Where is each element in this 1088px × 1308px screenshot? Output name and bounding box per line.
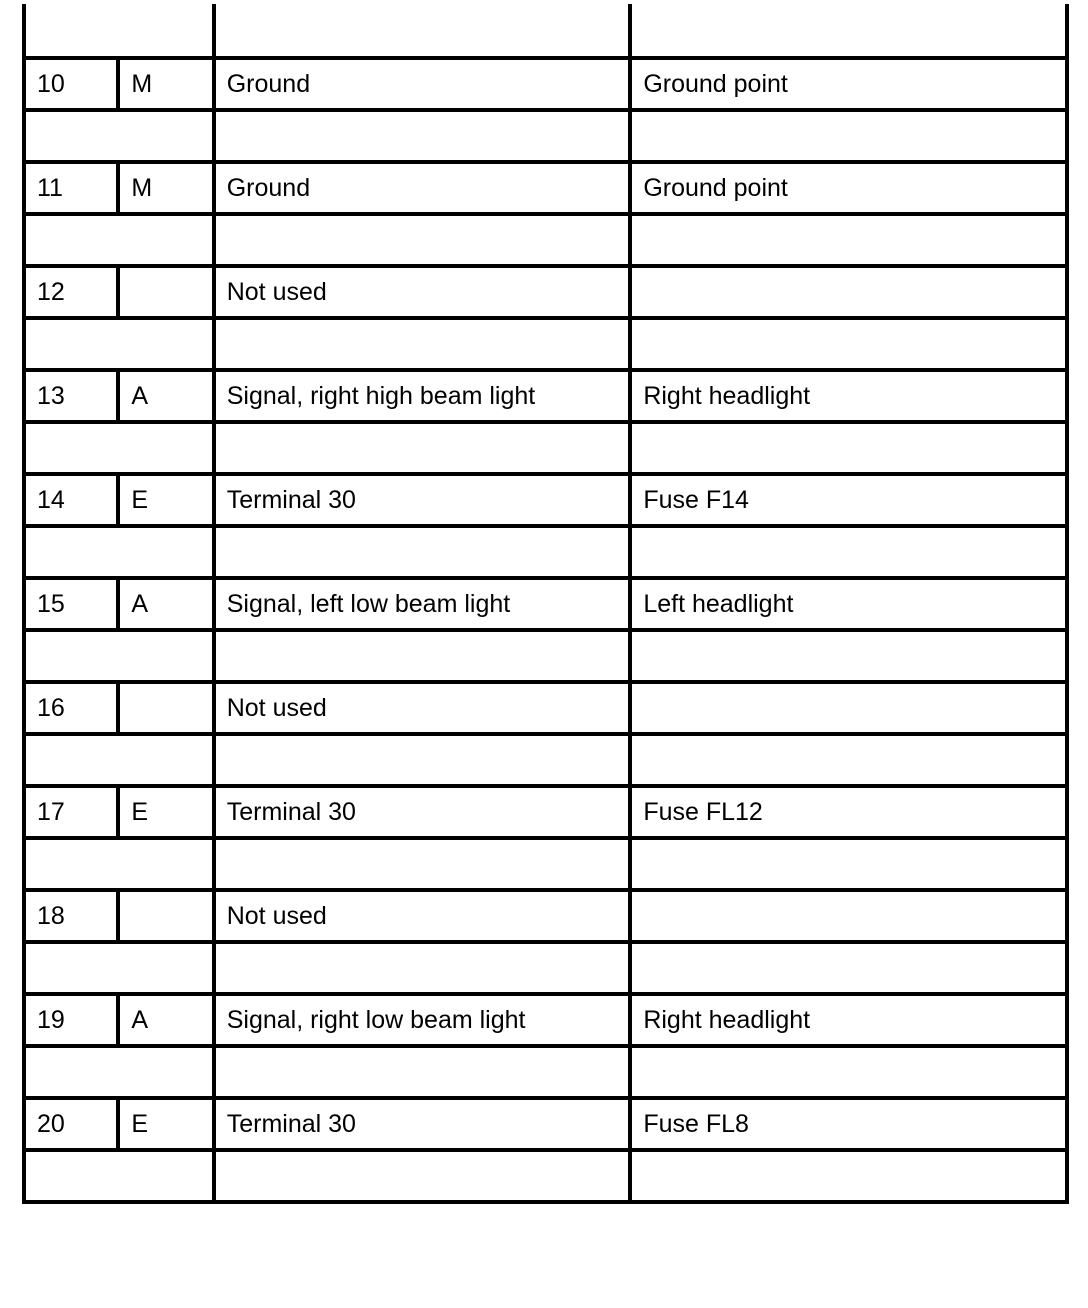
spacer-row xyxy=(24,422,1067,474)
pin-number-cell: 15 xyxy=(24,578,118,630)
table-row xyxy=(24,890,1067,942)
spacer-cell xyxy=(24,1150,214,1202)
table-row xyxy=(24,994,1067,1046)
spacer-cell xyxy=(214,4,631,58)
spacer-row xyxy=(24,318,1067,370)
spacer-cell xyxy=(24,422,214,474)
spacer-row xyxy=(24,4,1067,58)
spacer-cell xyxy=(630,110,1067,162)
spacer-row xyxy=(24,1046,1067,1098)
signal-type-cell xyxy=(118,890,213,942)
spacer-cell xyxy=(214,318,631,370)
spacer-cell xyxy=(630,4,1067,58)
spacer-cell xyxy=(24,630,214,682)
spacer-cell xyxy=(24,110,214,162)
table-row xyxy=(24,474,1067,526)
spacer-row xyxy=(24,942,1067,994)
destination-cell xyxy=(630,890,1067,942)
destination-cell: Ground point xyxy=(630,162,1067,214)
spacer-row xyxy=(24,734,1067,786)
pin-assignment-table xyxy=(22,4,1069,1204)
function-cell: Terminal 30 xyxy=(214,786,631,838)
function-cell: Not used xyxy=(214,266,631,318)
spacer-cell xyxy=(630,734,1067,786)
spacer-cell xyxy=(630,630,1067,682)
destination-cell: Fuse FL8 xyxy=(630,1098,1067,1150)
spacer-cell xyxy=(214,214,631,266)
spacer-row xyxy=(24,526,1067,578)
function-cell: Terminal 30 xyxy=(214,1098,631,1150)
pin-number-cell: 16 xyxy=(24,682,118,734)
pin-number-cell: 20 xyxy=(24,1098,118,1150)
spacer-cell xyxy=(214,110,631,162)
function-cell: Signal, left low beam light xyxy=(214,578,631,630)
pin-number-cell: 12 xyxy=(24,266,118,318)
pin-number-cell: 19 xyxy=(24,994,118,1046)
destination-cell: Ground point xyxy=(630,58,1067,110)
spacer-cell xyxy=(214,630,631,682)
spacer-row xyxy=(24,214,1067,266)
spacer-cell xyxy=(630,1046,1067,1098)
spacer-cell xyxy=(630,214,1067,266)
spacer-row xyxy=(24,838,1067,890)
pin-number-cell: 17 xyxy=(24,786,118,838)
spacer-cell xyxy=(630,1150,1067,1202)
signal-type-cell: M xyxy=(118,58,213,110)
spacer-row xyxy=(24,630,1067,682)
table-row xyxy=(24,1098,1067,1150)
pin-table-body xyxy=(24,4,1067,1202)
table-row xyxy=(24,578,1067,630)
function-cell: Ground xyxy=(214,162,631,214)
spacer-cell xyxy=(24,1046,214,1098)
spacer-cell xyxy=(214,1046,631,1098)
spacer-cell xyxy=(214,942,631,994)
function-cell: Ground xyxy=(214,58,631,110)
spacer-row xyxy=(24,110,1067,162)
spacer-row xyxy=(24,1150,1067,1202)
signal-type-cell: E xyxy=(118,474,213,526)
spacer-cell xyxy=(24,4,214,58)
destination-cell xyxy=(630,682,1067,734)
spacer-cell xyxy=(630,422,1067,474)
signal-type-cell: E xyxy=(118,1098,213,1150)
pin-number-cell: 14 xyxy=(24,474,118,526)
spacer-cell xyxy=(630,318,1067,370)
destination-cell xyxy=(630,266,1067,318)
spacer-cell xyxy=(24,214,214,266)
spacer-cell xyxy=(24,838,214,890)
spacer-cell xyxy=(630,838,1067,890)
pin-number-cell: 11 xyxy=(24,162,118,214)
function-cell: Not used xyxy=(214,890,631,942)
destination-cell: Right headlight xyxy=(630,370,1067,422)
function-cell: Terminal 30 xyxy=(214,474,631,526)
spacer-cell xyxy=(630,526,1067,578)
spacer-cell xyxy=(214,526,631,578)
signal-type-cell xyxy=(118,682,213,734)
function-cell: Not used xyxy=(214,682,631,734)
spacer-cell xyxy=(214,422,631,474)
table-row xyxy=(24,370,1067,422)
table-row xyxy=(24,266,1067,318)
table-row xyxy=(24,58,1067,110)
spacer-cell xyxy=(214,734,631,786)
spacer-cell xyxy=(24,318,214,370)
table-row xyxy=(24,162,1067,214)
spacer-cell xyxy=(214,1150,631,1202)
signal-type-cell: E xyxy=(118,786,213,838)
signal-type-cell: A xyxy=(118,578,213,630)
function-cell: Signal, right high beam light xyxy=(214,370,631,422)
signal-type-cell: M xyxy=(118,162,213,214)
destination-cell: Left headlight xyxy=(630,578,1067,630)
pin-number-cell: 13 xyxy=(24,370,118,422)
spacer-cell xyxy=(24,734,214,786)
destination-cell: Fuse FL12 xyxy=(630,786,1067,838)
signal-type-cell: A xyxy=(118,994,213,1046)
function-cell: Signal, right low beam light xyxy=(214,994,631,1046)
signal-type-cell xyxy=(118,266,213,318)
destination-cell: Fuse F14 xyxy=(630,474,1067,526)
destination-cell: Right headlight xyxy=(630,994,1067,1046)
spacer-cell xyxy=(214,838,631,890)
table-row xyxy=(24,682,1067,734)
spacer-cell xyxy=(24,942,214,994)
table-row xyxy=(24,786,1067,838)
spacer-cell xyxy=(24,526,214,578)
spacer-cell xyxy=(630,942,1067,994)
pin-number-cell: 18 xyxy=(24,890,118,942)
pin-number-cell: 10 xyxy=(24,58,118,110)
signal-type-cell: A xyxy=(118,370,213,422)
